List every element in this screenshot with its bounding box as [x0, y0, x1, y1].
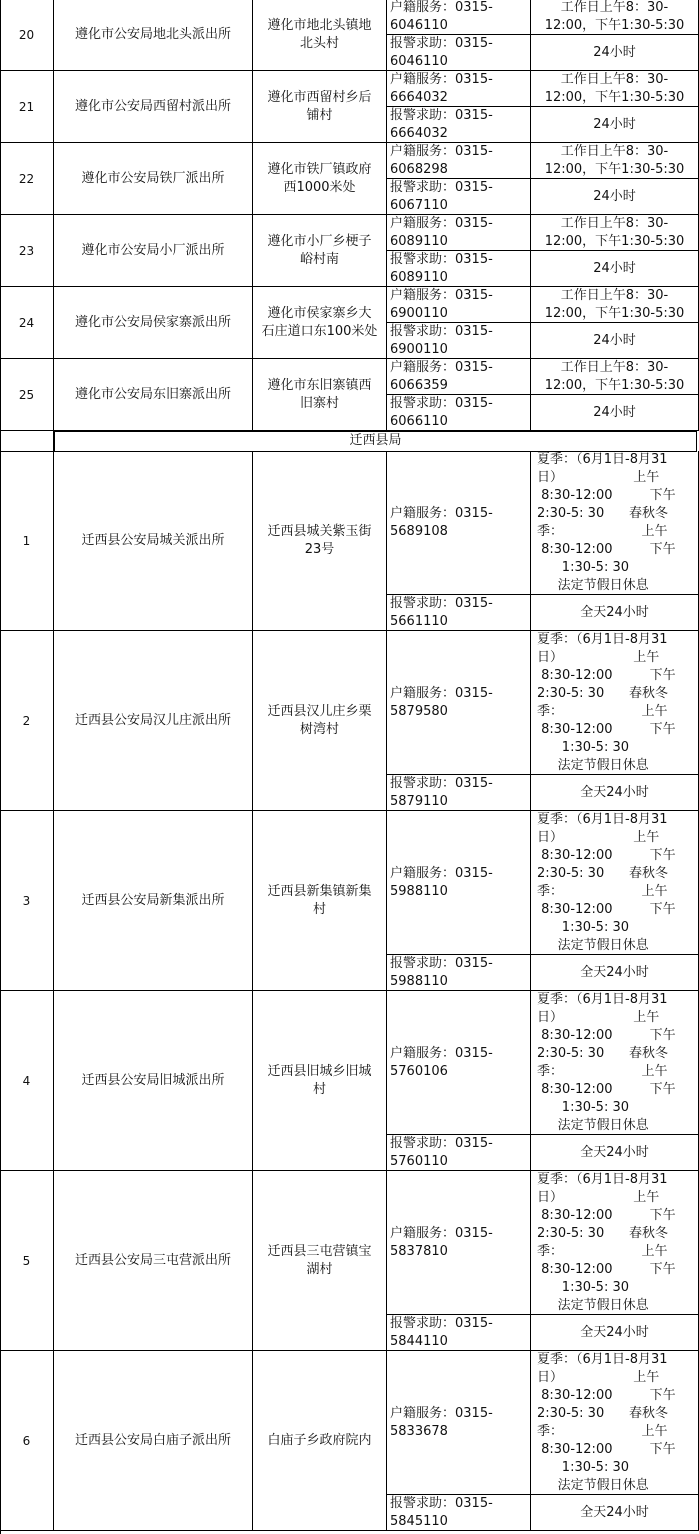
- police-phone-text: 报警求助：0315- 6067110: [390, 180, 493, 213]
- police-phone: [387, 395, 531, 431]
- service-hours-text: 全天24小时: [580, 1324, 649, 1340]
- police-phone-text: 报警求助：0315- 5845110: [390, 1496, 493, 1529]
- service-hours-text: 全天24小时: [580, 964, 649, 980]
- station-name: [54, 215, 253, 287]
- service-hours: [531, 323, 699, 359]
- row-number: [0, 215, 54, 287]
- police-phone-text: 报警求助：0315- 6900110: [390, 324, 493, 357]
- station-address-text: 遵化市东旧寨镇西 旧寨村: [267, 377, 372, 411]
- station-name-text: 迁西县公安局汉儿庄派出所: [74, 712, 231, 728]
- household-phone: [387, 143, 531, 179]
- row-number-text: 22: [18, 171, 35, 186]
- police-phone-text: 报警求助：0315- 6046110: [390, 36, 493, 69]
- station-name: [54, 1171, 253, 1351]
- row-number: [0, 143, 54, 215]
- household-phone-text: 户籍服务：0315- 5760106: [390, 1045, 493, 1079]
- office-hours-text: 工作日上午8：30- 12:00，下午1:30-5:30: [544, 0, 685, 33]
- office-hours: [531, 359, 699, 395]
- service-hours-text: 24小时: [593, 44, 636, 60]
- police-phone-text: 报警求助：0315- 5988110: [390, 956, 493, 989]
- station-name-text: 迁西县公安局城关派出所: [81, 532, 225, 548]
- service-hours: [531, 107, 699, 143]
- police-phone-text: 报警求助：0315- 5844110: [390, 1316, 493, 1349]
- row-number-text: 20: [18, 27, 35, 42]
- station-address-text: 迁西县汉儿庄乡栗 树湾村: [267, 703, 372, 737]
- household-phone: [387, 631, 531, 775]
- police-phone-text: 报警求助：0315- 5661110: [390, 596, 493, 629]
- household-phone: [387, 215, 531, 251]
- station-address-text: 遵化市侯家寨乡大 石庄道口东100米处: [261, 305, 378, 339]
- row-number: [0, 451, 54, 631]
- station-name-text: 遵化市公安局地北头派出所: [74, 26, 231, 42]
- household-phone: [387, 71, 531, 107]
- section-title: 迁西县局: [54, 431, 697, 452]
- police-phone: [387, 35, 531, 71]
- row-number: [0, 631, 54, 811]
- station-address: [253, 0, 387, 71]
- station-name: [54, 287, 253, 359]
- station-name-text: 遵化市公安局小厂派出所: [81, 242, 225, 258]
- row-number: [0, 991, 54, 1171]
- office-hours-detailed-text: 夏季：（6月1日-8月31 日） 上午 8:30-12:00 下午 2:30-5: 30 春秋冬 季： 上午 8:30-12:00 下午 1:30-5: 30 法定节假日休息: [537, 452, 676, 593]
- police-phone-text: 报警求助：0315- 5879110: [390, 776, 493, 809]
- service-hours: [531, 1135, 699, 1171]
- station-name-text: 迁西县公安局新集派出所: [81, 892, 225, 908]
- household-phone-text: 户籍服务：0315- 5837810: [390, 1225, 493, 1259]
- station-name-text: 遵化市公安局西留村派出所: [74, 98, 231, 114]
- service-hours: [531, 179, 699, 215]
- station-name: [54, 71, 253, 143]
- section-number-blank: [0, 431, 54, 452]
- household-phone: [387, 991, 531, 1135]
- row-number-text: 2: [22, 713, 31, 728]
- household-phone-text: 户籍服务：0315- 6089110: [390, 216, 493, 249]
- row-number: [0, 0, 54, 71]
- household-phone-text: 户籍服务：0315- 5879580: [390, 685, 493, 719]
- row-number-text: 5: [22, 1253, 31, 1268]
- row-number: [0, 1171, 54, 1351]
- service-hours-text: 全天24小时: [580, 604, 649, 620]
- row-number-text: 6: [22, 1433, 31, 1448]
- police-phone-text: 报警求助：0315- 6066110: [390, 396, 493, 429]
- row-number: [0, 359, 54, 431]
- station-name-text: 迁西县公安局白庙子派出所: [74, 1432, 231, 1448]
- police-phone: [387, 179, 531, 215]
- household-phone: [387, 0, 531, 35]
- station-address: [253, 631, 387, 811]
- office-hours: [531, 71, 699, 107]
- service-hours: [531, 1495, 699, 1531]
- household-phone-text: 户籍服务：0315- 6664032: [390, 72, 493, 105]
- service-hours-text: 全天24小时: [580, 784, 649, 800]
- service-hours: [531, 251, 699, 287]
- station-name: [54, 1351, 253, 1531]
- office-hours: [531, 0, 699, 35]
- household-phone: [387, 811, 531, 955]
- household-phone-text: 户籍服务：0315- 6066359: [390, 360, 493, 393]
- service-hours: [531, 595, 699, 631]
- household-phone-text: 户籍服务：0315- 6046110: [390, 0, 493, 33]
- household-phone: [387, 1351, 531, 1495]
- station-name: [54, 451, 253, 631]
- row-number: [0, 287, 54, 359]
- household-phone-text: 户籍服务：0315- 5988110: [390, 865, 493, 899]
- station-address-text: 白庙子乡政府院内: [267, 1432, 372, 1448]
- service-hours: [531, 775, 699, 811]
- police-phone-text: 报警求助：0315- 6664032: [390, 108, 493, 141]
- station-name: [54, 631, 253, 811]
- station-address: [253, 287, 387, 359]
- station-address: [253, 811, 387, 991]
- household-phone: [387, 359, 531, 395]
- station-address-text: 遵化市地北头镇地 北头村: [267, 17, 372, 51]
- office-hours-detailed-text: 夏季：（6月1日-8月31 日） 上午 8:30-12:00 下午 2:30-5: 30 春秋冬 季： 上午 8:30-12:00 下午 1:30-5: 30 法定节假日休息: [537, 632, 676, 773]
- office-hours-detailed: [531, 451, 699, 595]
- office-hours: [531, 287, 699, 323]
- station-address-text: 迁西县旧城乡旧城 村: [267, 1063, 372, 1097]
- household-phone-text: 户籍服务：0315- 5833678: [390, 1405, 493, 1439]
- office-hours-text: 工作日上午8：30- 12:00，下午1:30-5:30: [544, 288, 685, 321]
- station-name: [54, 359, 253, 431]
- service-hours: [531, 395, 699, 431]
- office-hours-text: 工作日上午8：30- 12:00，下午1:30-5:30: [544, 360, 685, 393]
- office-hours-detailed: [531, 631, 699, 775]
- station-address-text: 迁西县新集镇新集 村: [267, 883, 372, 917]
- police-phone: [387, 1135, 531, 1171]
- police-phone: [387, 323, 531, 359]
- household-phone: [387, 287, 531, 323]
- station-address: [253, 143, 387, 215]
- station-name: [54, 991, 253, 1171]
- office-hours: [531, 143, 699, 179]
- station-address: [253, 991, 387, 1171]
- police-phone: [387, 595, 531, 631]
- office-hours-detailed: [531, 1171, 699, 1315]
- station-name-text: 迁西县公安局三屯营派出所: [74, 1252, 231, 1268]
- police-phone: [387, 107, 531, 143]
- station-address: [253, 1351, 387, 1531]
- service-hours-text: 24小时: [593, 404, 636, 420]
- office-hours-detailed: [531, 1351, 699, 1495]
- office-hours: [531, 215, 699, 251]
- office-hours-text: 工作日上午8：30- 12:00，下午1:30-5:30: [544, 216, 685, 249]
- station-address: [253, 359, 387, 431]
- station-address-text: 迁西县三屯营镇宝 湖村: [267, 1243, 372, 1277]
- station-name: [54, 811, 253, 991]
- service-hours-text: 24小时: [593, 332, 636, 348]
- station-address: [253, 215, 387, 287]
- police-phone: [387, 955, 531, 991]
- row-number-text: 1: [22, 533, 31, 548]
- police-phone: [387, 1315, 531, 1351]
- police-phone: [387, 775, 531, 811]
- service-hours: [531, 1315, 699, 1351]
- row-number: [0, 71, 54, 143]
- station-name-text: 迁西县公安局旧城派出所: [81, 1072, 225, 1088]
- household-phone: [387, 451, 531, 595]
- station-address-text: 遵化市西留村乡后 铺村: [267, 89, 372, 123]
- service-hours-text: 全天24小时: [580, 1144, 649, 1160]
- office-hours-detailed-text: 夏季：（6月1日-8月31 日） 上午 8:30-12:00 下午 2:30-5: 30 春秋冬 季： 上午 8:30-12:00 下午 1:30-5: 30 法定节假日休息: [537, 992, 676, 1133]
- office-hours-text: 工作日上午8：30- 12:00，下午1:30-5:30: [544, 72, 685, 105]
- station-address: [253, 1171, 387, 1351]
- household-phone-text: 户籍服务：0315- 5689108: [390, 505, 493, 539]
- police-phone-text: 报警求助：0315- 5760110: [390, 1136, 493, 1169]
- station-name-text: 遵化市公安局东旧寨派出所: [74, 386, 231, 402]
- office-hours-detailed-text: 夏季：（6月1日-8月31 日） 上午 8:30-12:00 下午 2:30-5: 30 春秋冬 季： 上午 8:30-12:00 下午 1:30-5: 30 法定节假日休息: [537, 812, 676, 953]
- service-hours-text: 24小时: [593, 188, 636, 204]
- row-number-text: 23: [18, 243, 35, 258]
- office-hours-text: 工作日上午8：30- 12:00，下午1:30-5:30: [544, 144, 685, 177]
- service-hours-text: 24小时: [593, 116, 636, 132]
- household-phone: [387, 1171, 531, 1315]
- row-number-text: 24: [18, 315, 35, 330]
- station-name: [54, 143, 253, 215]
- station-address: [253, 71, 387, 143]
- service-hours: [531, 35, 699, 71]
- office-hours-detailed: [531, 991, 699, 1135]
- household-phone-text: 户籍服务：0315- 6068298: [390, 144, 493, 177]
- row-number-text: 3: [22, 893, 31, 908]
- station-name-text: 遵化市公安局侯家寨派出所: [74, 314, 231, 330]
- service-hours-text: 24小时: [593, 260, 636, 276]
- office-hours-detailed-text: 夏季：（6月1日-8月31 日） 上午 8:30-12:00 下午 2:30-5: 30 春秋冬 季： 上午 8:30-12:00 下午 1:30-5: 30 法定节假日休息: [537, 1352, 676, 1493]
- row-number-text: 25: [18, 387, 35, 402]
- station-address: [253, 451, 387, 631]
- station-address-text: 遵化市小厂乡梗子 峪村南: [267, 233, 372, 267]
- row-number-text: 21: [18, 99, 35, 114]
- station-name-text: 遵化市公安局铁厂派出所: [81, 170, 225, 186]
- row-number-text: 4: [22, 1073, 31, 1088]
- service-hours: [531, 955, 699, 991]
- station-name: [54, 0, 253, 71]
- station-address-text: 遵化市铁厂镇政府 西1000米处: [267, 161, 372, 195]
- police-phone: [387, 251, 531, 287]
- office-hours-detailed-text: 夏季：（6月1日-8月31 日） 上午 8:30-12:00 下午 2:30-5: 30 春秋冬 季： 上午 8:30-12:00 下午 1:30-5: 30 法定节假日休息: [537, 1172, 676, 1313]
- row-number: [0, 1351, 54, 1531]
- household-phone-text: 户籍服务：0315- 6900110: [390, 288, 493, 321]
- row-number: [0, 811, 54, 991]
- station-address-text: 迁西县城关紫玉街 23号: [267, 523, 372, 557]
- service-hours-text: 全天24小时: [580, 1504, 649, 1520]
- police-phone: [387, 1495, 531, 1531]
- police-phone-text: 报警求助：0315- 6089110: [390, 252, 493, 285]
- office-hours-detailed: [531, 811, 699, 955]
